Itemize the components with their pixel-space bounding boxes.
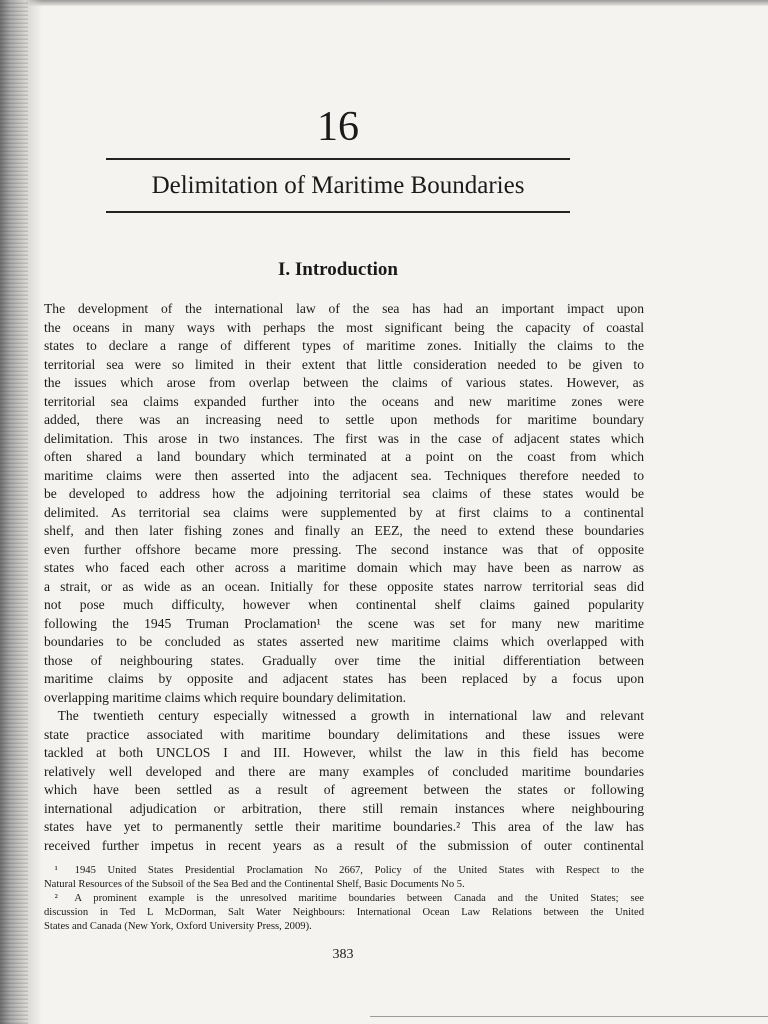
body-line: often shared a land boundary which terminated at a point on the coast from which	[44, 449, 644, 464]
body-line: the oceans in many ways with perhaps the most significant being the capacity of coastal	[44, 319, 644, 335]
body-line: relatively well developed and there are many examples of concluded maritime boundaries	[44, 763, 644, 779]
body-line: tackled at both UNCLOS I and III. However, whilst the law in this field has become	[44, 745, 644, 760]
footnote-line: discussion in Ted L McDorman, Salt Water Neighbours: International Ocean Law Relations between the United	[44, 907, 644, 918]
section-heading: I. Introduction	[277, 259, 398, 280]
body-line: states have yet to permanently settle their maritime boundaries.² This area of the law has	[44, 819, 644, 834]
body-line: added, there was an increasing need to settle upon methods for maritime boundary	[44, 412, 644, 427]
scan-bottom-rule	[370, 1016, 768, 1017]
footnote-line: States and Canada (New York, Oxford University Press, 2009).	[44, 921, 312, 932]
title-rule-top	[106, 158, 570, 160]
scan-binding-grain	[0, 0, 28, 1024]
page-number: 383	[332, 947, 354, 962]
chapter-title: Delimitation of Maritime Boundaries	[151, 172, 525, 199]
footnote-line: Natural Resources of the Subsoil of the Sea Bed and the Continental Shelf, Basic Documents No 5.	[44, 879, 465, 890]
body-line: territorial sea claims expanded further into the oceans and new maritime zones were	[44, 393, 644, 409]
body-line: shelf, and then later fishing zones and finally an EEZ, the need to extend these boundaries	[44, 523, 644, 538]
scan-top-edge	[0, 0, 768, 6]
body-line: be developed to address how the adjoining territorial sea claims of these states would be	[44, 486, 644, 501]
body-line: states who faced each other across a maritime domain which may have been as narrow as	[44, 560, 644, 575]
body-line: not pose much difficulty, however when continental shelf claims gained popularity	[44, 597, 644, 612]
body-line: which have been settled as a result of agreement between the states or following	[44, 782, 644, 797]
body-line: states to declare a range of different types of maritime zones. Initially the claims to the	[44, 338, 644, 353]
body-line: boundaries to be concluded as states asserted new maritime claims which overlapped with	[44, 634, 644, 649]
body-line: following the 1945 Truman Proclamation¹ the scene was set for many new maritime	[44, 615, 644, 631]
body-line: a strait, or as wide as an ocean. Initially for these opposite states narrow territorial seas did	[44, 578, 644, 594]
body-line: state practice associated with maritime boundary delimitations and these issues were	[44, 726, 644, 742]
footnotes	[44, 864, 644, 934]
chapter-number: 16	[317, 104, 359, 150]
title-rule-bottom	[106, 211, 570, 213]
body-line: overlapping maritime claims which require boundary delimitation.	[44, 689, 407, 705]
body-line: received further impetus in recent years as a result of the submission of outer continental	[44, 837, 644, 853]
body-line: maritime claims were then asserted into the adjacent sea. Techniques therefore needed to	[44, 467, 644, 483]
body-line: the issues which arose from overlap between the claims of various states. However, as	[44, 375, 644, 390]
body-line: territorial sea were so limited in their extent that little consideration needed to be given to	[44, 356, 644, 372]
footnote-line: ¹ 1945 United States Presidential Proclamation No 2667, Policy of the United States with Respect to the	[44, 865, 644, 876]
body-line: those of neighbouring states. Gradually over time the initial differentiation between	[44, 652, 644, 668]
body-line: delimitation. This arose in two instances. The first was in the case of adjacent states which	[44, 430, 644, 446]
body-line: international adjudication or arbitration, there still remain instances where neighbouring	[44, 800, 644, 816]
body-line: delimited. As territorial sea claims were supplemented by at first claims to a continental	[44, 504, 644, 520]
body-text	[44, 300, 644, 855]
body-line: maritime claims by opposite and adjacent states has been replaced by a focus upon	[44, 671, 644, 686]
footnote-line: ² A prominent example is the unresolved maritime boundaries between Canada and the United States; see	[44, 893, 644, 904]
body-line: The development of the international law of the sea has had an important impact upon	[44, 301, 644, 316]
body-line: even further offshore became more pressing. The second instance was that of opposite	[44, 541, 644, 557]
body-line: The twentieth century especially witnessed a growth in international law and relevant	[44, 708, 644, 723]
